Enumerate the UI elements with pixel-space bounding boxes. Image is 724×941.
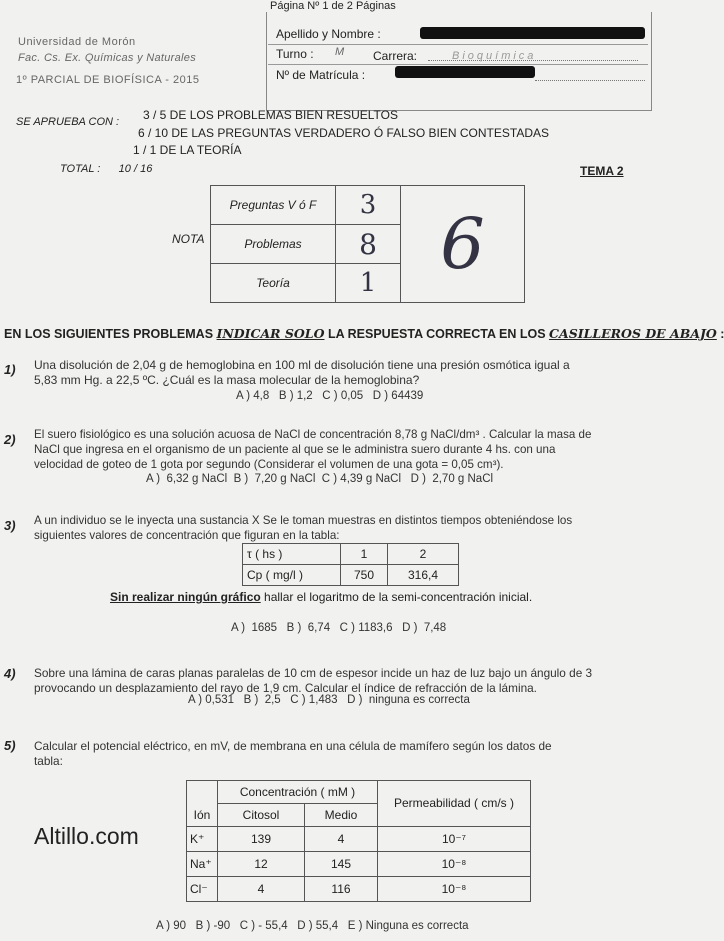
- instructions-text: :: [716, 327, 724, 341]
- header-divider: [268, 44, 648, 45]
- table-row: [211, 186, 525, 225]
- criteria-line1: 3 / 5 DE LOS PROBLEMAS BIEN RESUELTOS: [143, 108, 398, 122]
- matricula-label: Nº de Matrícula :: [276, 68, 366, 82]
- nota-row-label: Preguntas V ó F: [211, 186, 336, 225]
- redacted-name: [420, 27, 645, 39]
- table-cell: 1: [341, 544, 388, 565]
- q3-line2: siguientes valores de concentración que figuran en la tabla:: [34, 529, 340, 542]
- question-number: 1): [4, 362, 16, 377]
- table-cell: [187, 781, 218, 804]
- nota-row-score: 8: [336, 225, 401, 264]
- header-divider: [268, 64, 648, 65]
- university: Universidad de Morón: [18, 36, 136, 48]
- q1-options: A ) 4,8 B ) 1,2 C ) 0,05 D ) 64439: [236, 390, 424, 402]
- medio-header: Medio: [305, 804, 378, 827]
- question-number: 4): [4, 666, 16, 681]
- table-cell: 2: [388, 544, 459, 565]
- q1-line2: 5,83 mm Hg. a 22,5 ºC. ¿Cuál es la masa molecular de la hemoglobina?: [34, 373, 420, 387]
- perm-header: Permeabilidad ( cm/s ): [378, 781, 531, 827]
- q2-line2: NaCl que ingresa en el organismo de un paciente al que se le administra suero durante 4 hs. con una: [34, 443, 556, 456]
- instructions: [4, 326, 724, 341]
- nota-label: NOTA: [172, 232, 205, 246]
- table-cell: 145: [305, 851, 378, 876]
- ion-cell: Cl⁻: [187, 876, 218, 901]
- turno-value: M: [335, 46, 345, 58]
- table-row: [187, 851, 531, 876]
- table-cell: 750: [341, 565, 388, 586]
- nota-final: 6: [401, 186, 525, 303]
- turno-label: Turno :: [276, 47, 314, 61]
- watermark: Altillo.com: [34, 823, 139, 849]
- q3-line1: A un individuo se le inyecta una sustancia X Se le toman muestras en distintos tiempos obteniéndose los: [34, 514, 573, 527]
- tema: TEMA 2: [580, 164, 624, 178]
- total: TOTAL : 10 / 16: [60, 163, 153, 175]
- table-row: [187, 826, 531, 851]
- table-cell: 139: [218, 826, 305, 851]
- nota-row-score: 3: [336, 186, 401, 225]
- q3-note: [110, 590, 532, 604]
- q3-note-rest: hallar el logaritmo de la semi-concentración inicial.: [260, 590, 533, 604]
- table-cell: 316,4: [388, 565, 459, 586]
- table-cell: 10⁻⁸: [378, 851, 531, 876]
- table-cell: 10⁻⁷: [378, 826, 531, 851]
- q3-note-emph: Sin realizar ningún gráfico: [110, 590, 261, 604]
- table-row: [187, 876, 531, 901]
- ion-cell: Na⁺: [187, 851, 218, 876]
- table-cell: 12: [218, 851, 305, 876]
- instructions-emph: INDICAR SOLO: [216, 326, 325, 341]
- matricula-line: [535, 70, 645, 81]
- q3-table: [242, 543, 459, 586]
- ion-cell: K⁺: [187, 826, 218, 851]
- question-number: 3): [4, 518, 16, 533]
- q5-line2: tabla:: [34, 754, 63, 768]
- question-number: 5): [4, 738, 16, 753]
- nota-table: [210, 185, 525, 303]
- instructions-text: EN LOS SIGUIENTES PROBLEMAS: [4, 327, 217, 341]
- q2-line3: velocidad de goteo de 1 gota por segundo (Considerar el volumen de una gota = 0,05 cm³).: [34, 458, 504, 471]
- citosol-header: Citosol: [218, 804, 305, 827]
- nota-row-label: Problemas: [211, 225, 336, 264]
- page-label: Página Nº 1 de 2 Páginas: [270, 0, 396, 12]
- table-row: [187, 781, 531, 804]
- table-row: [243, 544, 459, 565]
- criteria-line3: 1 / 1 DE LA TEORÍA: [133, 143, 242, 157]
- q4-line2: provocando un desplazamiento del rayo de 1,9 cm. Calcular el índice de refracción de la lámina.: [34, 681, 537, 695]
- redacted-matricula: [395, 66, 535, 78]
- nota-row-label: Teoría: [211, 264, 336, 303]
- carrera-label: Carrera:: [373, 49, 418, 63]
- ion-header: Ión: [187, 804, 218, 827]
- conc-header: Concentración ( mM ): [218, 781, 378, 804]
- nota-row-score: 1: [336, 264, 401, 303]
- exam-title: 1º PARCIAL DE BIOFÍSICA - 2015: [16, 74, 200, 86]
- table-cell: 4: [305, 826, 378, 851]
- table-cell: 10⁻⁸: [378, 876, 531, 901]
- q3-options: A ) 1685 B ) 6,74 C ) 1183,6 D ) 7,48: [231, 622, 447, 634]
- q4-line1: Sobre una lámina de caras planas paralelas de 10 cm de espesor incide un haz de luz bajo un ángulo de 3: [34, 666, 593, 680]
- instructions-text: LA RESPUESTA CORRECTA EN LOS: [324, 327, 550, 341]
- q2-line1: El suero fisiológico es una solución acuosa de NaCl de concentración 8,78 g NaCl/dm³ . Calcular la masa de: [34, 428, 592, 441]
- faculty: Fac. Cs. Ex. Químicas y Naturales: [18, 52, 196, 64]
- q5-table: [186, 780, 531, 902]
- q5-line1: Calcular el potencial eléctrico, en mV, de membrana en una célula de mamífero según los datos de: [34, 739, 552, 753]
- table-cell: 116: [305, 876, 378, 901]
- q2-options: A ) 6,32 g NaCl B ) 7,20 g NaCl C ) 4,39 g NaCl D ) 2,70 g NaCl: [146, 473, 494, 485]
- table-cell: τ ( hs ): [243, 544, 341, 565]
- q5-options: A ) 90 B ) -90 C ) - 55,4 D ) 55,4 E ) Ninguna es correcta: [156, 920, 469, 932]
- table-row: [243, 565, 459, 586]
- question-number: 2): [4, 432, 16, 447]
- criteria-prefix: SE APRUEBA CON :: [16, 116, 120, 128]
- instructions-emph: CASILLEROS DE ABAJO: [549, 326, 717, 341]
- carrera-value: Bioquímica: [452, 50, 537, 62]
- table-cell: Cp ( mg/l ): [243, 565, 341, 586]
- apellido-label: Apellido y Nombre :: [276, 27, 381, 41]
- table-cell: 4: [218, 876, 305, 901]
- q4-options: A ) 0,531 B ) 2,5 C ) 1,483 D ) ninguna es correcta: [188, 694, 470, 706]
- q1-line1: Una disolución de 2,04 g de hemoglobina en 100 ml de disolución tiene una presión osmótica igual a: [34, 358, 570, 372]
- criteria-line2: 6 / 10 DE LAS PREGUNTAS VERDADERO Ó FALSO BIEN CONTESTADAS: [138, 126, 549, 140]
